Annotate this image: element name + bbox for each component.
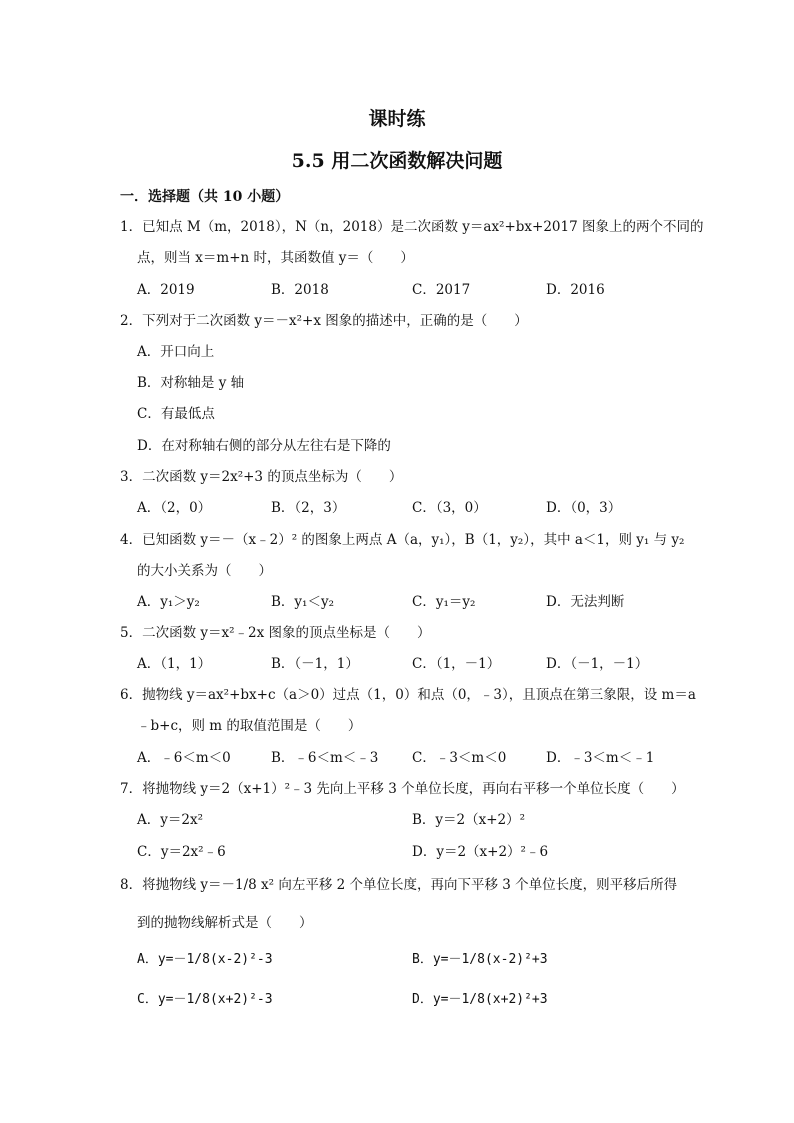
- question-1-stem-cont: 点，则当 x＝m+n 时，其函数值 y＝（ ）: [137, 250, 414, 266]
- question-3-option-b: B．（2，3）: [271, 500, 346, 516]
- question-5-option-b: B．（－1，1）: [271, 656, 359, 672]
- question-7-option-d: D．y＝2（x+2）²﹣6: [412, 844, 549, 860]
- question-7-option-b: B．y＝2（x+2）²: [412, 812, 526, 828]
- question-2-option-d: D．在对称轴右侧的部分从左往右是下降的: [137, 438, 391, 454]
- question-1-option-a: A．2019: [137, 282, 195, 298]
- question-1-option-c: C．2017: [412, 282, 471, 298]
- question-6-option-a: A．﹣6＜m＜0: [137, 750, 231, 766]
- question-8-stem-cont: 到的抛物线解析式是（ ）: [137, 915, 313, 931]
- question-8-option-b: B．y=－1/8(x-2)²+3: [412, 952, 548, 967]
- question-5-option-a: A．（1，1）: [137, 656, 212, 672]
- question-5-stem: 5．二次函数 y＝x²﹣2x 图象的顶点坐标是（ ）: [120, 625, 431, 641]
- question-5-option-c: C．（1，－1）: [412, 656, 501, 672]
- question-8-option-d: D．y=－1/8(x+2)²+3: [412, 992, 548, 1007]
- question-4-option-a: A．y₁＞y₂: [137, 594, 200, 610]
- question-4-stem-cont: 的大小关系为（ ）: [137, 563, 272, 579]
- question-7-stem: 7．将抛物线 y＝2（x+1）²﹣3 先向上平移 3 个单位长度，再向右平移一个单位长度（ ）: [120, 781, 685, 797]
- question-3-stem: 3．二次函数 y＝2x²+3 的顶点坐标为（ ）: [120, 469, 403, 485]
- question-4-option-d: D．无法判断: [546, 594, 625, 610]
- question-6-option-c: C．﹣3＜m＜0: [412, 750, 507, 766]
- question-8-stem: 8．将抛物线 y＝－1/8 x² 向左平移 2 个单位长度，再向下平移 3 个单位长度，则平移后所得: [120, 877, 678, 893]
- question-3-option-d: D．（0，3）: [546, 500, 622, 516]
- question-1-option-b: B．2018: [271, 282, 329, 298]
- question-1-option-d: D．2016: [546, 282, 605, 298]
- question-8-option-a: A．y=－1/8(x-2)²-3: [137, 952, 273, 967]
- question-4-option-b: B．y₁＜y₂: [271, 594, 334, 610]
- question-2-option-c: C．有最低点: [137, 406, 215, 422]
- question-3-option-a: A．（2，0）: [137, 500, 212, 516]
- question-6-option-b: B．﹣6＜m＜﹣3: [271, 750, 379, 766]
- question-6-stem-cont: ﹣b+c，则 m 的取值范围是（ ）: [137, 718, 362, 734]
- question-8-option-c: C．y=－1/8(x+2)²-3: [137, 992, 273, 1007]
- question-2-option-b: B．对称轴是 y 轴: [137, 375, 245, 391]
- question-6-option-d: D．﹣3＜m＜﹣1: [546, 750, 655, 766]
- question-1-stem: 1．已知点 M（m，2018），N（n，2018）是二次函数 y＝ax²+bx+2017 图象上的两个不同的: [120, 219, 704, 235]
- question-7-option-c: C．y＝2x²﹣6: [137, 844, 226, 860]
- section-heading: 一．选择题（共 10 小题）: [120, 189, 290, 205]
- lesson-subtitle: 5.5 用二次函数解决问题: [291, 150, 503, 172]
- question-2-option-a: A．开口向上: [137, 344, 215, 360]
- question-3-option-c: C．（3，0）: [412, 500, 487, 516]
- question-5-option-d: D．（－1，－1）: [546, 656, 649, 672]
- question-7-option-a: A．y＝2x²: [137, 812, 203, 828]
- page-title: 课时练: [368, 108, 426, 130]
- question-4-stem: 4．已知函数 y＝－（x﹣2）² 的图象上两点 A（a，y₁），B（1，y₂），其中 a＜1，则 y₁ 与 y₂: [120, 532, 685, 548]
- question-6-stem: 6．抛物线 y＝ax²+bx+c（a＞0）过点（1，0）和点（0，﹣3），且顶点在第三象限，设 m＝a: [120, 687, 696, 703]
- question-2-stem: 2．下列对于二次函数 y＝－x²+x 图象的描述中，正确的是（ ）: [120, 313, 528, 329]
- question-4-option-c: C．y₁＝y₂: [412, 594, 476, 610]
